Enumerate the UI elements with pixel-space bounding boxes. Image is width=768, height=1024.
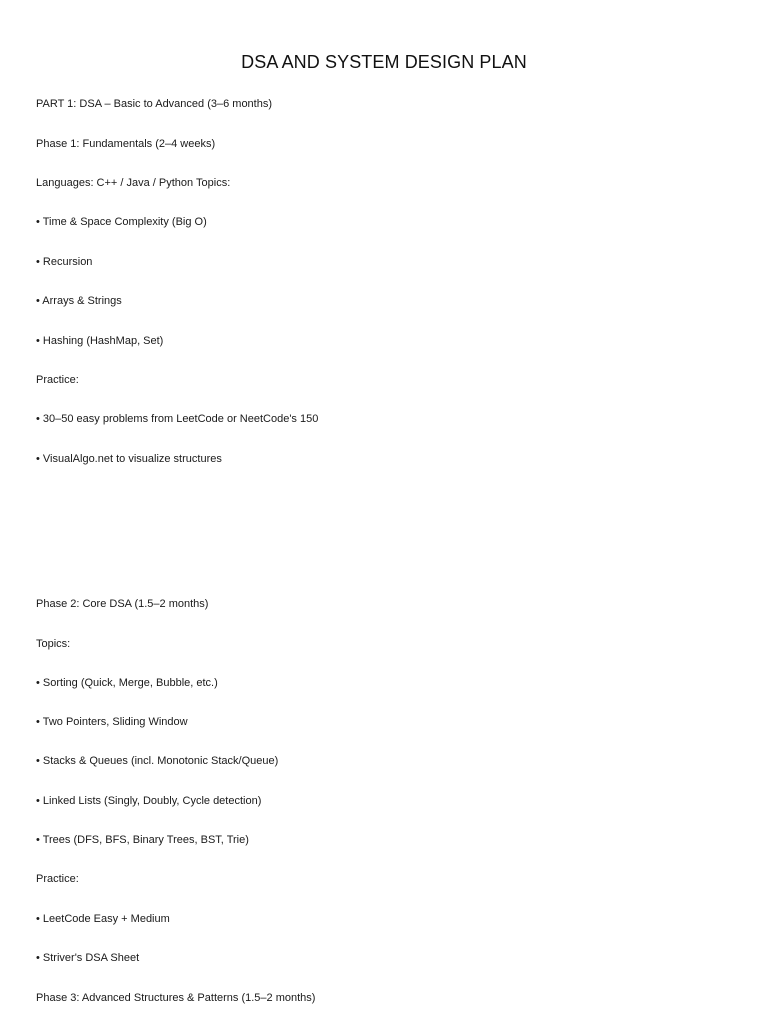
document-title: DSA AND SYSTEM DESIGN PLAN	[241, 52, 527, 72]
list-item: • LeetCode Easy + Medium	[36, 913, 170, 925]
list-item: • 30–50 easy problems from LeetCode or NeetCode's 150	[36, 413, 319, 425]
list-item: • VisualAlgo.net to visualize structures	[36, 453, 222, 465]
list-item: • Hashing (HashMap, Set)	[36, 335, 164, 347]
phase-2-heading: Phase 2: Core DSA (1.5–2 months)	[36, 598, 209, 610]
practice-label: Practice:	[36, 873, 79, 885]
list-item: • Striver's DSA Sheet	[36, 952, 140, 964]
part-1-heading: PART 1: DSA – Basic to Advanced (3–6 months)	[36, 98, 273, 110]
list-item: • Linked Lists (Singly, Doubly, Cycle detection)	[36, 795, 262, 807]
list-item: • Sorting (Quick, Merge, Bubble, etc.)	[36, 677, 218, 689]
list-item: • Time & Space Complexity (Big O)	[36, 216, 207, 228]
list-item: • Arrays & Strings	[36, 295, 122, 307]
practice-label: Practice:	[36, 374, 79, 386]
topics-label: Topics:	[36, 638, 71, 650]
phase-1-heading: Phase 1: Fundamentals (2–4 weeks)	[36, 138, 216, 150]
list-item: • Two Pointers, Sliding Window	[36, 716, 188, 728]
list-item: • Stacks & Queues (incl. Monotonic Stack/Queue)	[36, 755, 279, 767]
languages-line: Languages: C++ / Java / Python Topics:	[36, 177, 231, 189]
list-item: • Trees (DFS, BFS, Binary Trees, BST, Trie)	[36, 834, 249, 846]
phase-3-heading: Phase 3: Advanced Structures & Patterns (1.5–2 months)	[36, 992, 316, 1004]
list-item: • Recursion	[36, 256, 93, 268]
